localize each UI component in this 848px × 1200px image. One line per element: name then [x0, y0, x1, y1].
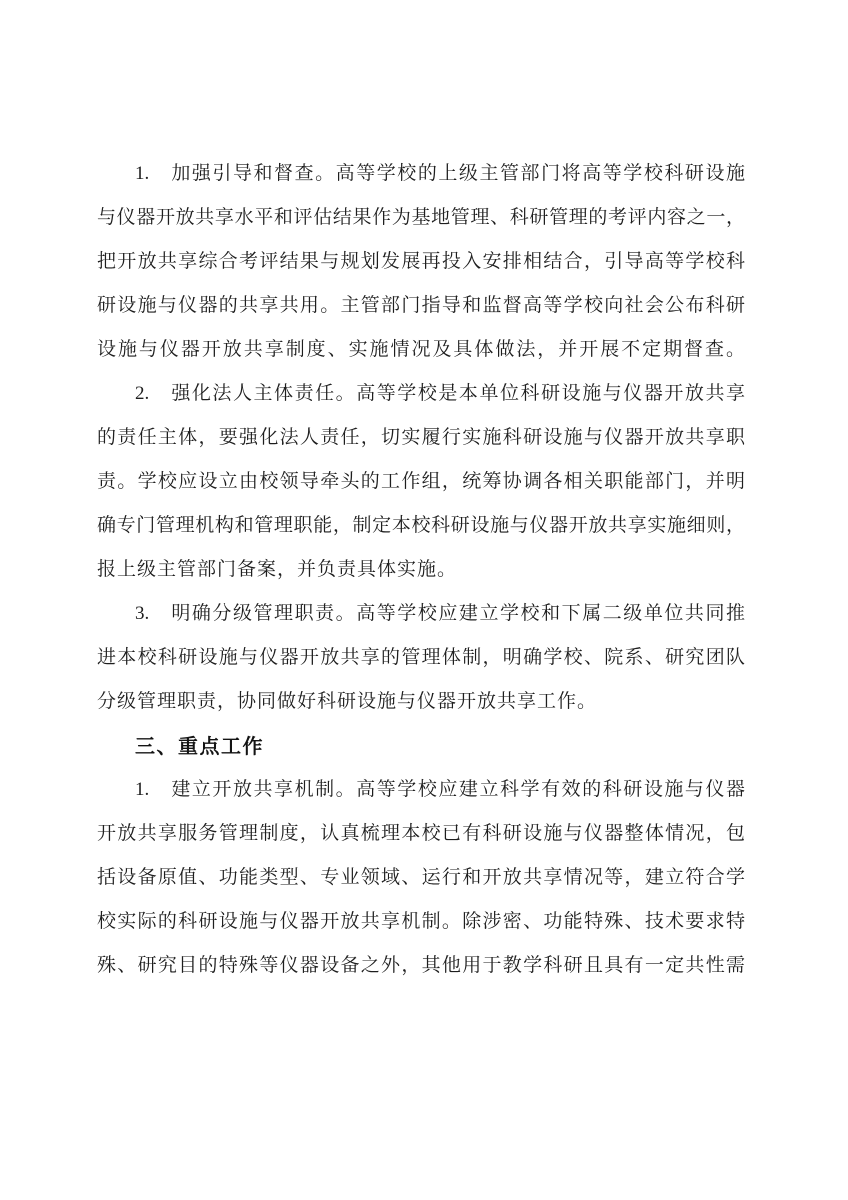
text-line: 设施与仪器开放共享制度、实施情况及具体做法，并开展不定期督查。	[97, 339, 745, 360]
text-line: 殊、研究目的特殊等仪器设备之外，其他用于教学科研且具有一定共性需	[97, 955, 745, 976]
text-line: 与仪器开放共享水平和评估结果作为基地管理、科研管理的考评内容之一，	[97, 207, 745, 228]
text-line: 校实际的科研设施与仪器开放共享机制。除涉密、功能特殊、技术要求特	[97, 911, 745, 932]
text-line: 报上级主管部门备案，并负责具体实施。	[97, 559, 458, 580]
paragraph	[97, 592, 745, 724]
document-body	[97, 152, 745, 988]
text-line: 2. 强化法人主体责任。高等学校是本单位科研设施与仪器开放共享	[135, 383, 745, 404]
paragraph	[97, 768, 745, 988]
text-line: 的责任主体，要强化法人责任，切实履行实施科研设施与仪器开放共享职	[97, 427, 745, 448]
paragraph	[97, 152, 745, 372]
text-line: 三、重点工作	[135, 734, 264, 758]
text-line: 1. 加强引导和督查。高等学校的上级主管部门将高等学校科研设施	[135, 163, 745, 184]
text-line: 责。学校应设立由校领导牵头的工作组，统筹协调各相关职能部门，并明	[97, 471, 745, 492]
text-line: 确专门管理机构和管理职能，制定本校科研设施与仪器开放共享实施细则，	[97, 515, 745, 536]
text-line: 开放共享服务管理制度，认真梳理本校已有科研设施与仪器整体情况，包	[97, 823, 745, 844]
text-line: 3. 明确分级管理职责。高等学校应建立学校和下属二级单位共同推	[135, 603, 745, 624]
text-line: 括设备原值、功能类型、专业领域、运行和开放共享情况等，建立符合学	[97, 867, 745, 888]
paragraph	[97, 372, 745, 592]
text-line: 分级管理职责，协同做好科研设施与仪器开放共享工作。	[97, 691, 598, 712]
section-heading	[97, 724, 745, 768]
text-line: 1. 建立开放共享机制。高等学校应建立科学有效的科研设施与仪器	[135, 779, 745, 800]
text-line: 研设施与仪器的共享共用。主管部门指导和监督高等学校向社会公布科研	[97, 295, 745, 316]
text-line: 进本校科研设施与仪器开放共享的管理体制，明确学校、院系、研究团队	[97, 647, 745, 668]
text-line: 把开放共享综合考评结果与规划发展再投入安排相结合，引导高等学校科	[97, 251, 745, 272]
